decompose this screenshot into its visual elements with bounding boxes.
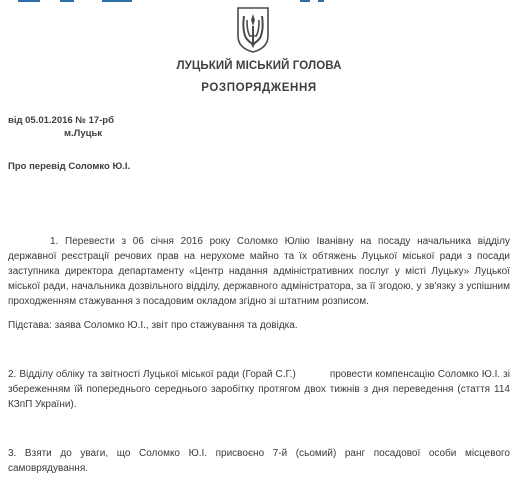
paragraph-2-text-part2: провести компенсацію Соломко Ю.І. зі збереженням їй попереднього середнього заробітку протягом двох тижнів з дня переведення (стаття 114 КЗпП України).: [8, 369, 510, 410]
paragraph-1: [8, 234, 510, 309]
trident-coat-of-arms-icon: [236, 6, 270, 54]
issuing-authority-title: ЛУЦЬКИЙ МІСЬКИЙ ГОЛОВА: [176, 60, 342, 72]
paragraph-3: 3. Взяти до уваги, що Соломко Ю.І. присвоєно 7-й (сьомий) ранг посадової особи місцевого самоврядування.: [8, 448, 510, 474]
document-date-number: від 05.01.2016 № 17-рб: [8, 115, 114, 126]
paragraph-2-text-part1: 2. Відділу обліку та звітності Луцької міської ради (Горай С.Г.): [8, 369, 296, 380]
basis-line: Підстава: заява Соломко Ю.І., звіт про стажування та довідка.: [8, 320, 298, 331]
top-edge-fragment: [0, 0, 518, 4]
document-subject: Про перевід Соломко Ю.І.: [8, 161, 131, 172]
document-city: м.Луцьк: [64, 128, 103, 139]
paragraph-2: [8, 367, 510, 412]
document-type-title: РОЗПОРЯДЖЕННЯ: [201, 82, 317, 94]
paragraph-1-text: 1. Перевести з 06 січня 2016 року Соломко Юлію Іванівну на посаду начальника відділу державної реєстрації речових прав на нерухоме майно та їх обтяжень Луцької міської ради з посади заступника директора департаменту «Центр надання адміністративних послуг у місті Луцьку» Луцької міської ради, начальника дозвільного відділу, державного адміністратора, за її згодою, у зв'язку з успішним проходженням стажування з посадовим окладом згідно зі штатним розписом.: [8, 236, 510, 307]
